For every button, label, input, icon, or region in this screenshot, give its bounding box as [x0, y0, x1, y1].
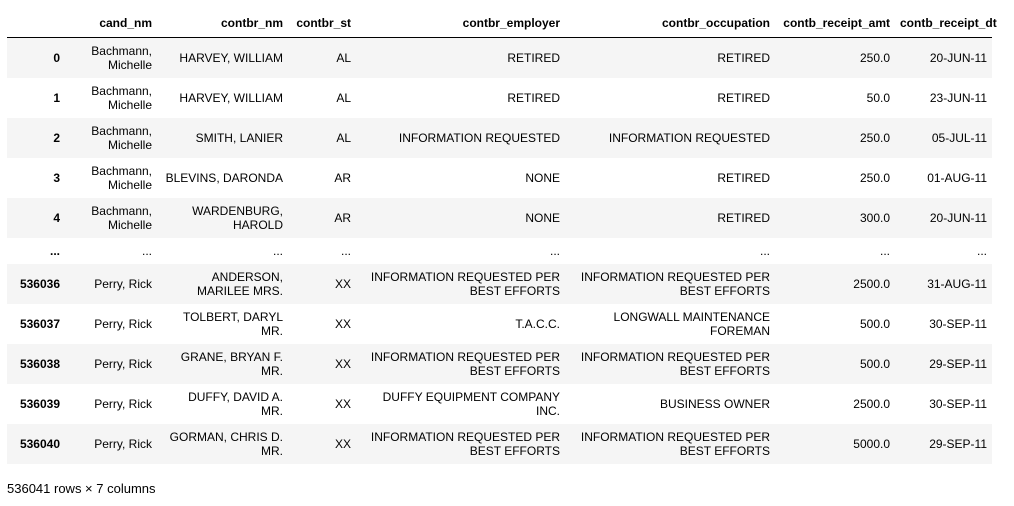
table-row — [7, 344, 992, 384]
cell-contb-receipt-amt: 250.0 — [859, 170, 890, 185]
column-header-contb-receipt-amt: contb_receipt_amt — [775, 8, 895, 38]
cell-contbr-nm: HARVEY, WILLIAM — [179, 90, 283, 105]
cell-contb-receipt-dt: 01-AUG-11 — [927, 170, 987, 185]
cell-contbr-occupation: RETIRED — [717, 50, 770, 65]
cell-cand-nm: Bachmann, Michelle — [91, 203, 152, 232]
cell-contbr-st: AL — [336, 130, 351, 145]
ellipsis-row — [7, 238, 992, 264]
cell-contb-receipt-amt: 250.0 — [859, 50, 890, 65]
cell-contbr-occupation: RETIRED — [717, 90, 770, 105]
table-body — [7, 38, 992, 464]
cell-contb-receipt-amt: 500.0 — [859, 316, 890, 331]
table-row — [7, 304, 992, 344]
cell-contb-receipt-dt: 20-JUN-11 — [929, 50, 987, 65]
cell-contbr-occupation: RETIRED — [717, 210, 770, 225]
cell-contbr-nm: GORMAN, CHRIS D. MR. — [169, 429, 283, 458]
cell-contb-receipt-amt: 300.0 — [859, 210, 890, 225]
cell-contb-receipt-amt: 2500.0 — [853, 276, 890, 291]
column-header-contbr-employer: contbr_employer — [356, 8, 565, 38]
cell-contbr-occupation: LONGWALL MAINTENANCE FOREMAN — [613, 309, 770, 338]
cell-contb-receipt-amt: 2500.0 — [853, 396, 890, 411]
row-index: 1 — [53, 90, 60, 105]
cell-contbr-employer: INFORMATION REQUESTED PER BEST EFFORTS — [370, 349, 560, 378]
row-index: 536040 — [19, 436, 60, 451]
cell-cand-nm: Bachmann, Michelle — [91, 163, 152, 192]
cell-contb-receipt-dt: 05-JUL-11 — [931, 130, 987, 145]
cell-contbr-employer: INFORMATION REQUESTED — [398, 130, 560, 145]
cell-contb-receipt-amt: 500.0 — [859, 356, 890, 371]
cell-contbr-employer: T.A.C.C. — [515, 316, 560, 331]
cell-cand-nm: Perry, Rick — [94, 276, 152, 291]
table-row — [7, 264, 992, 304]
cell-contb-receipt-amt: ... — [879, 243, 890, 258]
dataframe-table — [7, 8, 997, 464]
cell-contbr-employer: RETIRED — [507, 50, 560, 65]
cell-contbr-nm: ANDERSON, MARILEE MRS. — [196, 269, 283, 298]
cell-contbr-st: AL — [336, 50, 351, 65]
cell-contbr-occupation: ... — [759, 243, 770, 258]
cell-contb-receipt-dt: 31-AUG-11 — [927, 276, 987, 291]
cell-cand-nm: Bachmann, Michelle — [91, 43, 152, 72]
cell-contbr-nm: HARVEY, WILLIAM — [179, 50, 283, 65]
column-header-contb-receipt-dt: contb_receipt_dt — [895, 8, 992, 38]
cell-cand-nm: Perry, Rick — [94, 316, 152, 331]
index-header — [7, 8, 65, 38]
cell-contb-receipt-dt: 23-JUN-11 — [929, 90, 987, 105]
row-index: 536036 — [19, 276, 60, 291]
cell-contbr-occupation: RETIRED — [717, 170, 770, 185]
column-header-contbr-nm: contbr_nm — [157, 8, 288, 38]
dataframe-output — [7, 8, 997, 464]
cell-contb-receipt-dt: 20-JUN-11 — [929, 210, 987, 225]
cell-contbr-nm: TOLBERT, DARYL MR. — [182, 309, 283, 338]
cell-contbr-employer: RETIRED — [507, 90, 560, 105]
cell-contbr-st: XX — [334, 436, 351, 451]
table-row — [7, 384, 992, 424]
cell-contb-receipt-dt: 30-SEP-11 — [929, 316, 987, 331]
table-row — [7, 198, 992, 238]
cell-contbr-st: XX — [334, 316, 351, 331]
cell-contbr-nm: SMITH, LANIER — [195, 130, 283, 145]
row-index: 3 — [53, 170, 60, 185]
row-index: 2 — [53, 130, 60, 145]
cell-contbr-st: XX — [334, 276, 351, 291]
row-index: 0 — [53, 50, 60, 65]
cell-contbr-st: XX — [334, 356, 351, 371]
cell-contb-receipt-amt: 5000.0 — [853, 436, 890, 451]
column-header-contbr-st: contbr_st — [288, 8, 356, 38]
cell-contbr-occupation: INFORMATION REQUESTED — [608, 130, 770, 145]
cell-contb-receipt-dt: 30-SEP-11 — [929, 396, 987, 411]
cell-contbr-occupation: INFORMATION REQUESTED PER BEST EFFORTS — [580, 429, 770, 458]
row-index: 4 — [53, 210, 60, 225]
cell-contbr-nm: ... — [272, 243, 283, 258]
cell-contbr-occupation: INFORMATION REQUESTED PER BEST EFFORTS — [580, 349, 770, 378]
cell-contb-receipt-dt: ... — [976, 243, 987, 258]
row-index: 536038 — [19, 356, 60, 371]
cell-contbr-employer: INFORMATION REQUESTED PER BEST EFFORTS — [370, 429, 560, 458]
row-index: 536039 — [19, 396, 60, 411]
cell-contbr-employer: ... — [549, 243, 560, 258]
cell-contbr-st: AL — [336, 90, 351, 105]
cell-contb-receipt-amt: 250.0 — [859, 130, 890, 145]
cell-cand-nm: Perry, Rick — [94, 356, 152, 371]
cell-contbr-employer: INFORMATION REQUESTED PER BEST EFFORTS — [370, 269, 560, 298]
cell-contbr-nm: DUFFY, DAVID A. MR. — [188, 389, 283, 418]
table-row — [7, 38, 992, 78]
cell-contbr-st: ... — [340, 243, 351, 258]
cell-contb-receipt-dt: 29-SEP-11 — [929, 356, 987, 371]
shape-caption: 536041 rows × 7 columns — [7, 481, 156, 496]
cell-contbr-st: XX — [334, 396, 351, 411]
cell-cand-nm: Perry, Rick — [94, 436, 152, 451]
column-header-contbr-occupation: contbr_occupation — [565, 8, 775, 38]
cell-contbr-employer: DUFFY EQUIPMENT COMPANY INC. — [382, 389, 560, 418]
cell-contbr-occupation: BUSINESS OWNER — [659, 396, 770, 411]
table-header — [7, 8, 997, 38]
cell-contbr-st: AR — [334, 170, 351, 185]
table-row — [7, 118, 992, 158]
cell-contbr-nm: WARDENBURG, HAROLD — [192, 203, 283, 232]
cell-cand-nm: ... — [141, 243, 152, 258]
cell-contb-receipt-amt: 50.0 — [866, 90, 890, 105]
column-header-cand-nm: cand_nm — [65, 8, 157, 38]
table-row — [7, 158, 992, 198]
cell-contbr-nm: GRANE, BRYAN F. MR. — [180, 349, 283, 378]
cell-contb-receipt-dt: 29-SEP-11 — [929, 436, 987, 451]
table-row — [7, 78, 992, 118]
row-index: 536037 — [19, 316, 60, 331]
header-row — [7, 8, 992, 38]
cell-cand-nm: Bachmann, Michelle — [91, 123, 152, 152]
cell-contbr-employer: NONE — [525, 210, 560, 225]
cell-cand-nm: Bachmann, Michelle — [91, 83, 152, 112]
cell-contbr-employer: NONE — [525, 170, 560, 185]
row-index: ... — [49, 243, 60, 258]
cell-contbr-occupation: INFORMATION REQUESTED PER BEST EFFORTS — [580, 269, 770, 298]
cell-contbr-st: AR — [334, 210, 351, 225]
cell-cand-nm: Perry, Rick — [94, 396, 152, 411]
table-row — [7, 424, 992, 464]
cell-contbr-nm: BLEVINS, DARONDA — [165, 170, 283, 185]
